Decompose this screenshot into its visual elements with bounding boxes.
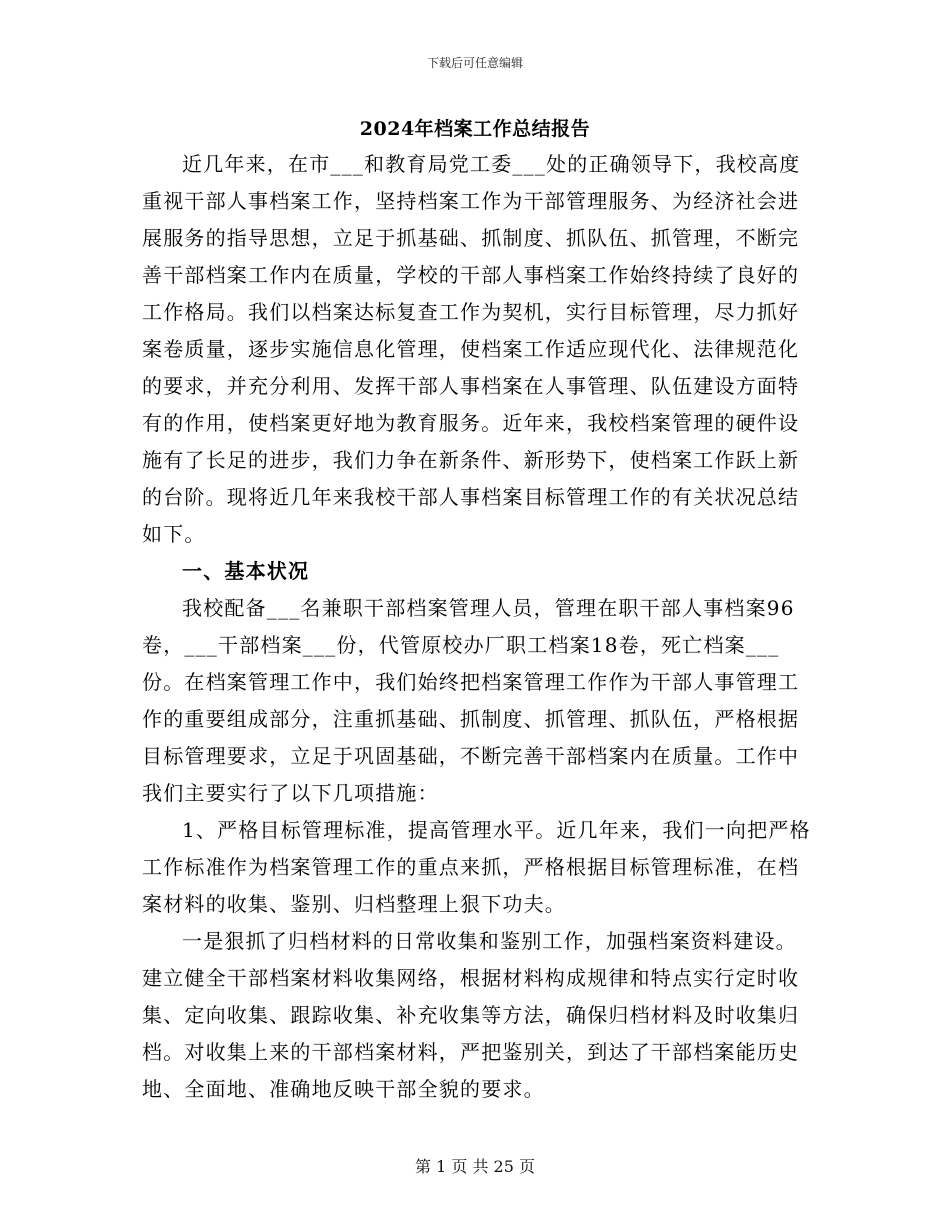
paragraph-intro: 近几年来，在市___和教育局党工委___处的正确领导下，我校高度重视干部人事档案工作，坚持档案工作为干部管理服务、为经济社会进展服务的指导思想，立足于抓基础、抓制度、抓队伍、抓管理，不断完善干部档案工作内在质量，学校的干部人事档案工作始终持续了良好的工作格局。我们以档案达标复查工作为契机，实行目标管理，尽力抓好案卷质量，逐步实施信息化管理，使档案工作适应现代化、法律规范化的要求，并充分利用、发挥干部人事档案在人事管理、队伍建设方面特有的作用，使档案更好地为教育服务。近年来，我校档案管理的硬件设施有了长足的进步，我们力争在新条件、新形势下，使档案工作跃上新的台阶。现将近几年来我校干部人事档案目标管理工作的有关状况总结如下。 — [142, 152, 801, 546]
header-note: 下载后可任意编辑 — [426, 56, 523, 70]
document-body — [142, 146, 814, 1108]
section-heading-basic-status: 一、基本状况 — [182, 559, 310, 583]
paragraph-basic-status: 我校配备___名兼职干部档案管理人员，管理在职干部人事档案96卷，___干部档案___份，代管原校办厂职工档案18卷，死亡档案___份。在档案管理工作中，我们始终把档案管理工作作为干部人事管理工作的重要组成部分，注重抓基础、抓制度、抓管理、抓队伍，严格根据目标管理要求，立足于巩固基础，不断完善干部档案内在质量。工作中我们主要实行了以下几项措施： — [142, 596, 800, 805]
paragraph-measure-1: 1、严格目标管理标准，提高管理水平。近几年来，我们一向把严格工作标准作为档案管理工作的重点来抓，严格根据目标管理标准，在档案材料的收集、鉴别、归档整理上狠下功夫。 — [142, 818, 811, 916]
paragraph-measure-1-point-1: 一是狠抓了归档材料的日常收集和鉴别工作，加强档案资料建设。建立健全干部档案材料收集网络，根据材料构成规律和特点实行定时收集、定向收集、跟踪收集、补充收集等方法，确保归档材料及时收集归档。对收集上来的干部档案材料，严把鉴别关，到达了干部档案能历史地、全面地、准确地反映干部全貌的要求。 — [142, 929, 800, 1101]
page-number: 第 1 页 共 25 页 — [415, 1157, 535, 1176]
document-title: 2024年档案工作总结报告 — [359, 118, 591, 140]
